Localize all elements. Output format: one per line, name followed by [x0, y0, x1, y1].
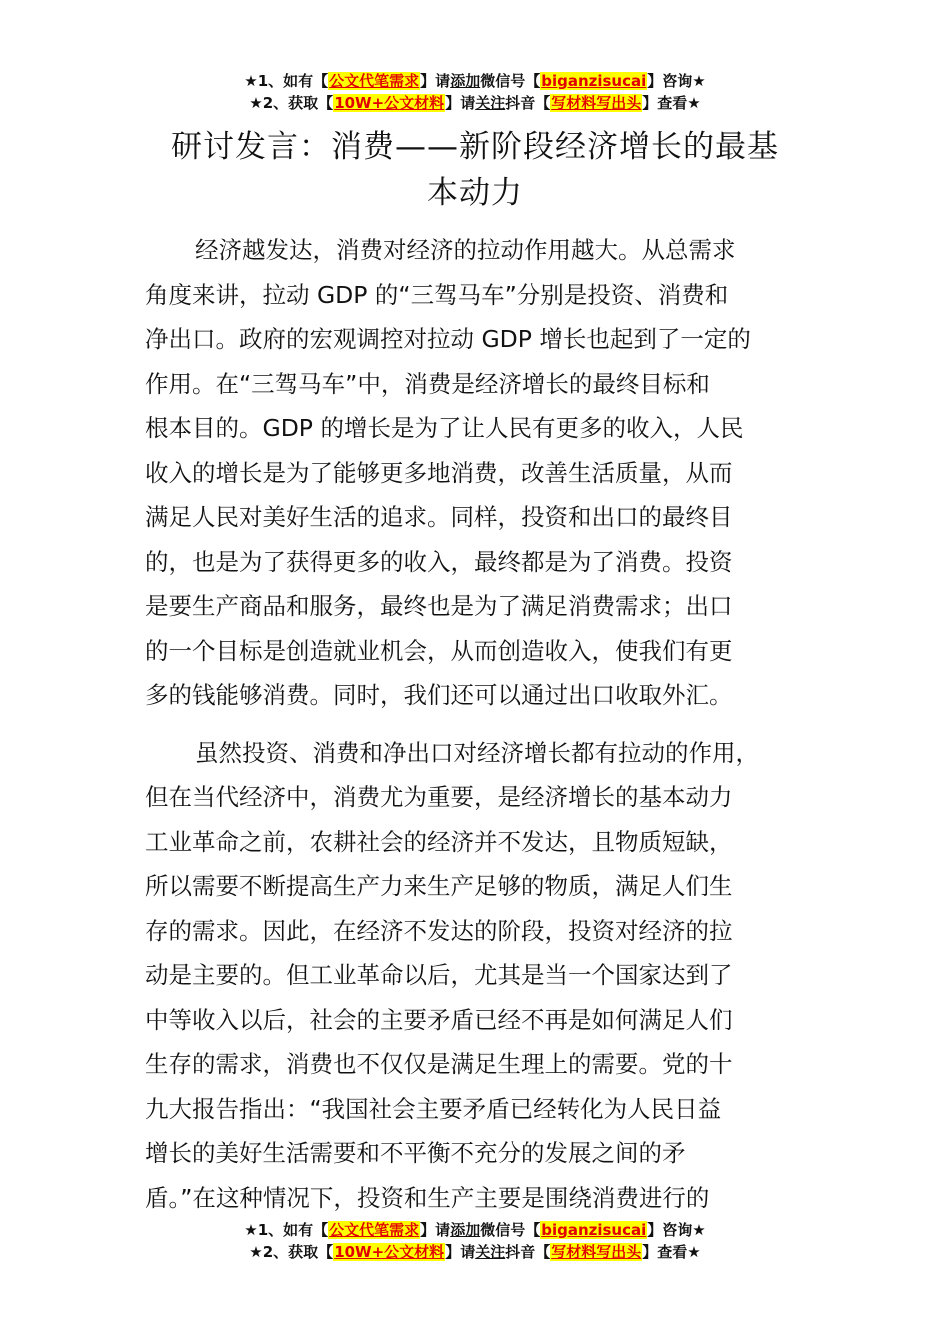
paragraph-line: 的，也是为了获得更多的收入，最终都是为了消费。投资: [145, 547, 733, 576]
paragraph-line: 虽然投资、消费和净出口对经济增长都有拉动的作用，: [195, 738, 759, 767]
paragraph-line: 所以需要不断提高生产力来生产足够的物质，满足人们生: [145, 872, 733, 900]
paragraph-line: 根本目的。GDP 的增长是为了让人民有更多的收入，人民: [145, 414, 744, 442]
paragraph-line: 动是主要的。但工业革命以后，尤其是当一个国家达到了: [145, 961, 733, 989]
paragraph-line: 工业革命之前，农耕社会的经济并不发达，且物质短缺，: [145, 827, 733, 856]
paragraph-line: 多的钱能够消费。同时，我们还可以通过出口收取外汇。: [145, 681, 733, 709]
title-line-2: 本动力: [427, 175, 523, 211]
document-title: [100, 124, 850, 216]
paragraph-line: 经济越发达，消费对经济的拉动作用越大。从总需求: [195, 236, 736, 264]
banner-text: 微信号【: [480, 1221, 541, 1239]
banner-text: ★2、获取【: [249, 1243, 334, 1261]
banner-emphasis: 关注: [475, 94, 506, 112]
paragraph-line: 的一个目标是创造就业机会，从而创造收入，使我们有更: [145, 636, 733, 665]
banner-text: 抖音【: [505, 94, 551, 112]
banner-text: 】请: [445, 1243, 476, 1261]
paragraph-line: 角度来讲，拉动 GDP 的“三驾马车”分别是投资、消费和: [145, 280, 729, 309]
highlight-wechat-id: biganzisucai: [541, 1221, 647, 1239]
banner-text: 】查看★: [642, 94, 701, 112]
banner-emphasis: 添加: [450, 1221, 481, 1239]
paragraph: [145, 228, 835, 718]
paragraph-line: 但在当代经济中，消费尤为重要，是经济增长的基本动力: [145, 783, 733, 811]
banner-line-2: [0, 92, 950, 114]
banner-text: 】咨询★: [647, 1221, 706, 1239]
highlight-service: 公文代笔需求: [329, 72, 420, 90]
banner-text: 】请: [420, 72, 451, 90]
highlight-douyin-account: 写材料写出头: [551, 94, 642, 112]
banner-line-1: [0, 1219, 950, 1241]
highlight-service: 公文代笔需求: [329, 1221, 420, 1239]
paragraph-line: 九大报告指出：“我国社会主要矛盾已经转化为人民日益: [145, 1094, 722, 1123]
bottom-banner: [0, 1219, 950, 1263]
paragraph-line: 净出口。政府的宏观调控对拉动 GDP 增长也起到了一定的: [145, 325, 751, 353]
paragraph-line: 盾。”在这种情况下，投资和生产主要是围绕消费进行的: [145, 1183, 710, 1212]
banner-text: ★1、如有【: [244, 1221, 329, 1239]
banner-text: 微信号【: [480, 72, 541, 90]
banner-text: 抖音【: [505, 1243, 551, 1261]
banner-line-1: [0, 70, 950, 92]
title-line-1: 研讨发言：消费——新阶段经济增长的最基: [171, 129, 779, 165]
paragraph-line: 是要生产商品和服务，最终也是为了满足消费需求；出口: [145, 592, 733, 620]
paragraph-line: 满足人民对美好生活的追求。同样，投资和出口的最终目: [145, 503, 733, 531]
banner-text: 】请: [420, 1221, 451, 1239]
banner-line-2: [0, 1241, 950, 1263]
paragraph-gap: [145, 718, 835, 731]
banner-text: 】咨询★: [647, 72, 706, 90]
banner-emphasis: 添加: [450, 72, 481, 90]
top-banner: [0, 70, 950, 114]
paragraph-line: 作用。在“三驾马车”中，消费是经济增长的最终目标和: [145, 369, 710, 398]
paragraph-line: 生存的需求，消费也不仅仅是满足生理上的需要。党的十: [145, 1050, 733, 1078]
banner-emphasis: 关注: [475, 1243, 506, 1261]
paragraph-line: 中等收入以后，社会的主要矛盾已经不再是如何满足人们: [145, 1005, 733, 1034]
banner-text: ★2、获取【: [249, 94, 334, 112]
banner-text: 】请: [445, 94, 476, 112]
document-body: [145, 228, 835, 1220]
highlight-douyin-account: 写材料写出头: [551, 1243, 642, 1261]
paragraph-line: 存的需求。因此，在经济不发达的阶段，投资对经济的拉: [145, 916, 733, 945]
paragraph-line: 收入的增长是为了能够更多地消费，改善生活质量，从而: [145, 458, 733, 487]
banner-text: 】查看★: [642, 1243, 701, 1261]
banner-text: ★1、如有【: [244, 72, 329, 90]
paragraph: [145, 731, 835, 1221]
highlight-materials: 10W+公文材料: [334, 1243, 445, 1261]
highlight-materials: 10W+公文材料: [334, 94, 445, 112]
paragraph-line: 增长的美好生活需要和不平衡不充分的发展之间的矛: [145, 1139, 686, 1167]
highlight-wechat-id: biganzisucai: [541, 72, 647, 90]
